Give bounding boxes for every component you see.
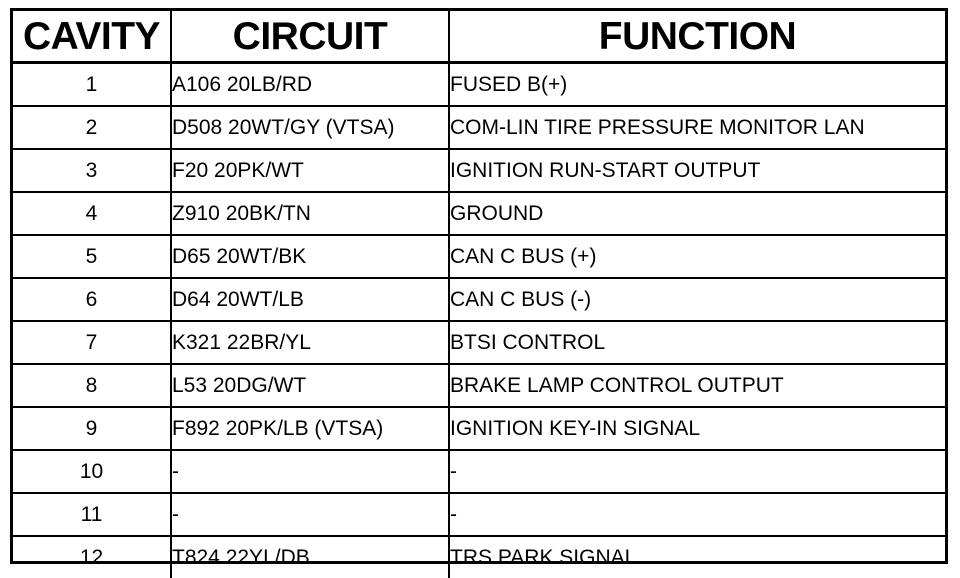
- circuit-cell: A106 20LB/RD: [171, 63, 449, 107]
- cavity-cell: 6: [13, 278, 171, 321]
- table-row: [13, 407, 945, 450]
- circuit-cell: D508 20WT/GY (VTSA): [171, 106, 449, 149]
- function-cell: GROUND: [449, 192, 945, 235]
- table-row: [13, 536, 945, 578]
- header-circuit: CIRCUIT: [171, 11, 449, 63]
- circuit-cell: L53 20DG/WT: [171, 364, 449, 407]
- cavity-cell: 7: [13, 321, 171, 364]
- circuit-cell: -: [171, 493, 449, 536]
- cavity-cell: 3: [13, 149, 171, 192]
- cavity-cell: 11: [13, 493, 171, 536]
- function-cell: TRS PARK SIGNAL: [450, 545, 637, 569]
- cavity-cell: 8: [13, 364, 171, 407]
- cavity-cell: 1: [13, 63, 171, 107]
- connector-pinout-table: [10, 8, 948, 569]
- function-cell: BRAKE LAMP CONTROL OUTPUT: [449, 364, 945, 407]
- table-row: [13, 321, 945, 364]
- cavity-cell: 5: [13, 235, 171, 278]
- table-row: [13, 450, 945, 493]
- function-cell: -: [449, 450, 945, 493]
- pinout-table: [13, 11, 945, 578]
- function-cell: FUSED B(+): [449, 63, 945, 107]
- table-row: [13, 149, 945, 192]
- header-row: [13, 11, 945, 63]
- table-row: [13, 278, 945, 321]
- table-row: [13, 106, 945, 149]
- function-cell: -: [449, 493, 945, 536]
- table-row: [13, 63, 945, 107]
- circuit-cell: D65 20WT/BK: [171, 235, 449, 278]
- cavity-cell: 4: [13, 192, 171, 235]
- circuit-cell: D64 20WT/LB: [171, 278, 449, 321]
- header-function: FUNCTION: [449, 11, 945, 63]
- circuit-cell: -: [171, 450, 449, 493]
- function-cell: COM-LIN TIRE PRESSURE MONITOR LAN: [449, 106, 945, 149]
- function-cell: CAN C BUS (+): [449, 235, 945, 278]
- table-row: [13, 364, 945, 407]
- table-row: [13, 493, 945, 536]
- cavity-cell: 9: [13, 407, 171, 450]
- circuit-cell: F892 20PK/LB (VTSA): [171, 407, 449, 450]
- circuit-cell: K321 22BR/YL: [171, 321, 449, 364]
- circuit-cell: T824 22YL/DB: [171, 536, 449, 578]
- circuit-cell: Z910 20BK/TN: [171, 192, 449, 235]
- function-cell: IGNITION KEY-IN SIGNAL: [449, 407, 945, 450]
- function-cell: CAN C BUS (-): [449, 278, 945, 321]
- cavity-cell: 10: [13, 450, 171, 493]
- function-cell: IGNITION RUN-START OUTPUT: [449, 149, 945, 192]
- table-row: [13, 192, 945, 235]
- circuit-cell: F20 20PK/WT: [171, 149, 449, 192]
- function-cell: BTSI CONTROL: [449, 321, 945, 364]
- cavity-cell: 2: [13, 106, 171, 149]
- cavity-cell: 12: [13, 536, 171, 578]
- header-cavity: CAVITY: [13, 11, 171, 63]
- table-row: [13, 235, 945, 278]
